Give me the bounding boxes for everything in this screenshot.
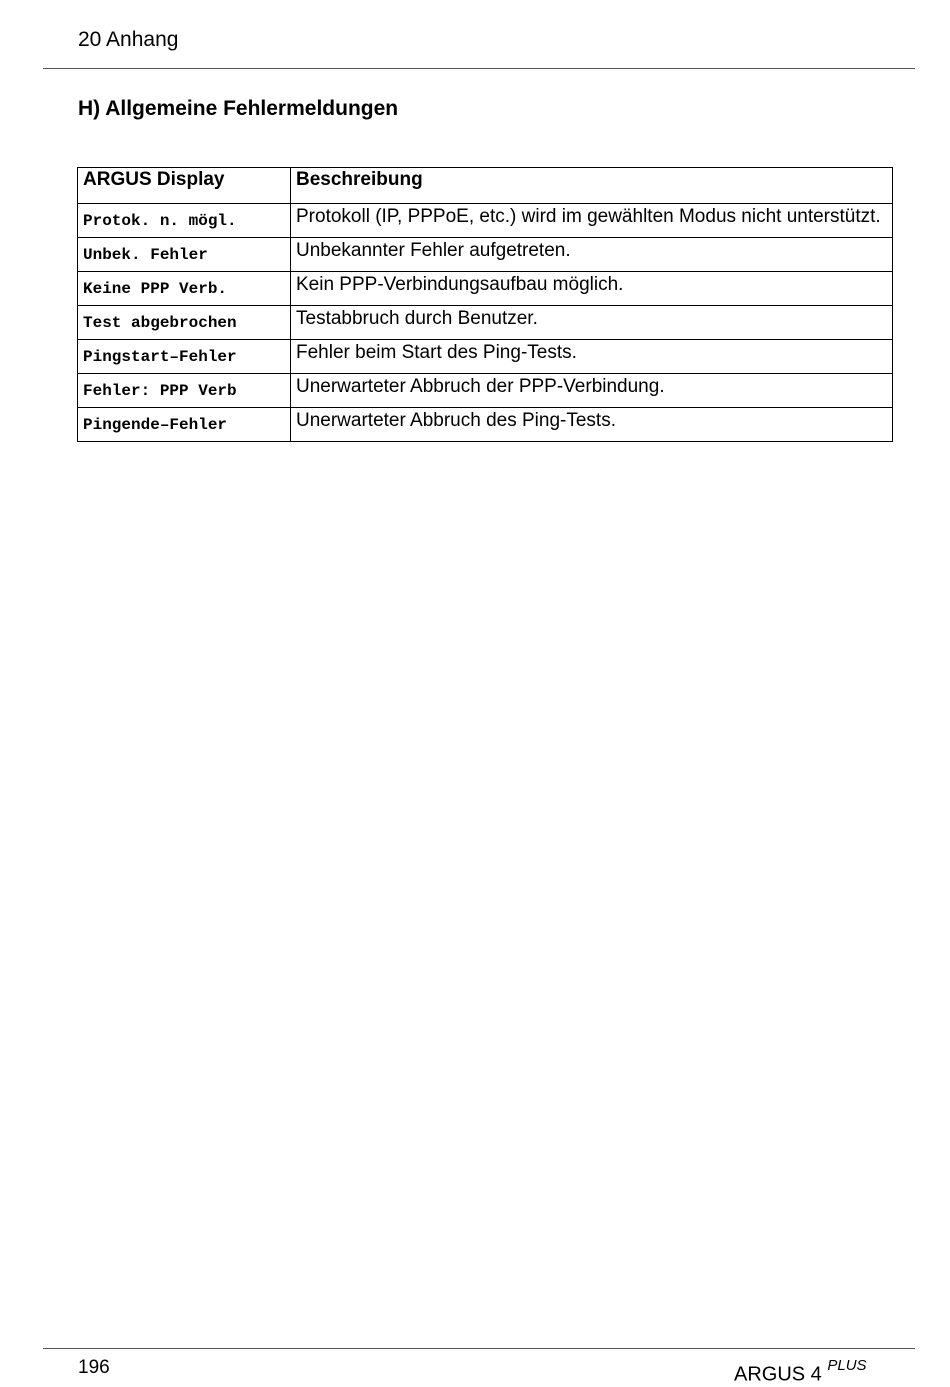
display-code: Fehler: PPP Verb [78, 374, 291, 408]
column-header-description: Beschreibung [291, 168, 893, 204]
error-message-table [77, 167, 893, 442]
product-name [734, 1357, 867, 1387]
display-code: Pingstart–Fehler [78, 340, 291, 374]
display-code: Pingende–Fehler [78, 408, 291, 442]
display-code: Unbek. Fehler [78, 238, 291, 272]
table-row [78, 340, 893, 374]
header-divider [43, 68, 915, 69]
column-header-display: ARGUS Display [78, 168, 291, 204]
page-number: 196 [78, 1357, 110, 1378]
product-suffix: PLUS [827, 1357, 867, 1374]
table-row [78, 306, 893, 340]
table-row [78, 374, 893, 408]
error-description: Fehler beim Start des Ping-Tests. [291, 340, 893, 374]
display-code: Keine PPP Verb. [78, 272, 291, 306]
error-description: Protokoll (IP, PPPoE, etc.) wird im gewählten Modus nicht unterstützt. [291, 204, 893, 238]
error-description: Testabbruch durch Benutzer. [291, 306, 893, 340]
error-description: Unerwarteter Abbruch der PPP-Verbindung. [291, 374, 893, 408]
table-row [78, 408, 893, 442]
display-code: Test abgebrochen [78, 306, 291, 340]
error-description: Kein PPP-Verbindungsaufbau möglich. [291, 272, 893, 306]
table-row [78, 204, 893, 238]
table-row [78, 238, 893, 272]
table-header-row [78, 168, 893, 204]
table-row [78, 272, 893, 306]
product-name-text: ARGUS 4 [734, 1363, 822, 1386]
section-title: H) Allgemeine Fehlermeldungen [78, 97, 399, 120]
display-code: Protok. n. mögl. [78, 204, 291, 238]
error-description: Unerwarteter Abbruch des Ping-Tests. [291, 408, 893, 442]
error-description: Unbekannter Fehler aufgetreten. [291, 238, 893, 272]
running-header: 20 Anhang [78, 28, 179, 51]
footer-divider [43, 1348, 915, 1349]
